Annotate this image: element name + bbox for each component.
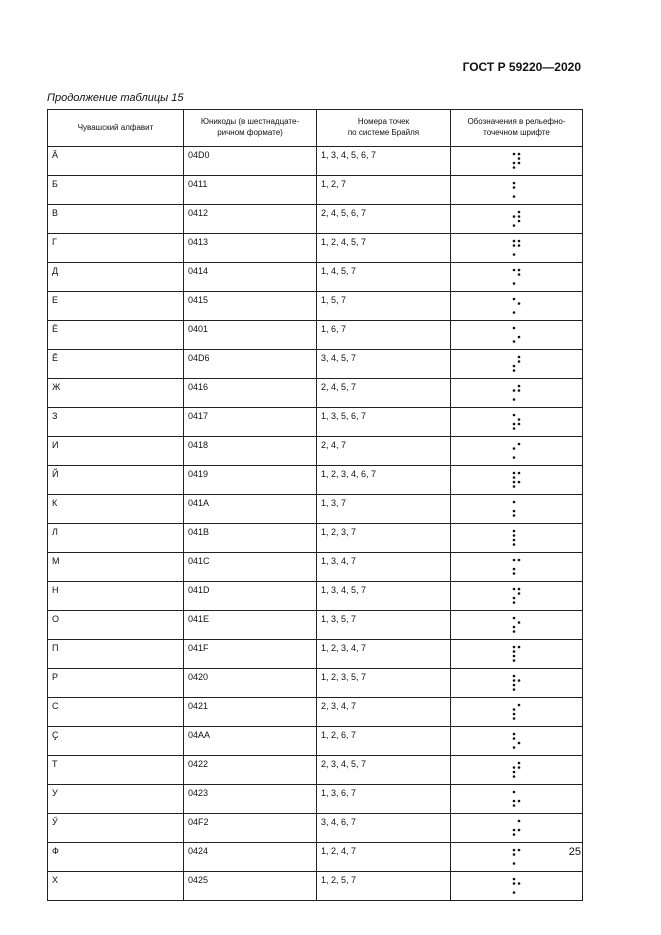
braille-dots-icon [512, 355, 522, 373]
unicode-cell: 04D6 [184, 350, 317, 379]
table-row [48, 524, 583, 553]
unicode-cell: 0424 [184, 843, 317, 872]
table-row [48, 756, 583, 785]
braille-dot-5 [517, 244, 520, 247]
braille-dot-2 [512, 679, 515, 682]
braille-dots-icon [512, 413, 522, 431]
braille-dot-5 [517, 418, 520, 421]
dot-numbers-cell: 1, 2, 4, 5, 7 [317, 234, 451, 263]
braille-dot-7 [512, 456, 515, 459]
braille-dot-4 [517, 704, 520, 707]
table-row [48, 872, 583, 901]
braille-dots-icon [512, 471, 522, 489]
braille-cell [451, 147, 583, 176]
braille-cell [451, 495, 583, 524]
braille-dot-3 [512, 597, 515, 600]
braille-dot-5 [517, 215, 520, 218]
braille-dot-7 [512, 311, 515, 314]
letter-cell: К [48, 495, 184, 524]
braille-dot-4 [517, 269, 520, 272]
braille-dot-7 [512, 224, 515, 227]
braille-dot-1 [512, 182, 515, 185]
braille-dot-1 [512, 849, 515, 852]
braille-dot-2 [512, 534, 515, 537]
braille-cell [451, 234, 583, 263]
dot-numbers-cell: 1, 4, 5, 7 [317, 263, 451, 292]
unicode-cell: 041F [184, 640, 317, 669]
braille-dots-icon [512, 819, 522, 837]
braille-dot-4 [517, 153, 520, 156]
braille-dots-icon [512, 587, 522, 605]
braille-dot-1 [512, 791, 515, 794]
table-row [48, 205, 583, 234]
braille-dot-7 [512, 398, 515, 401]
braille-dot-5 [517, 882, 520, 885]
braille-dots-icon [512, 152, 522, 170]
braille-dot-2 [512, 737, 515, 740]
letter-cell: Ҫ [48, 727, 184, 756]
unicode-cell: 0401 [184, 321, 317, 350]
braille-dot-3 [512, 539, 515, 542]
braille-dot-4 [517, 849, 520, 852]
letter-cell: Б [48, 176, 184, 205]
braille-dot-1 [512, 559, 515, 562]
braille-cell [451, 727, 583, 756]
unicode-cell: 0418 [184, 437, 317, 466]
braille-cell [451, 292, 583, 321]
braille-dot-6 [517, 220, 520, 223]
letter-cell: Ё [48, 321, 184, 350]
braille-cell [451, 582, 583, 611]
braille-dot-7 [512, 601, 515, 604]
letter-cell: Л [48, 524, 184, 553]
braille-dot-2 [512, 244, 515, 247]
table-row [48, 814, 583, 843]
braille-dot-7 [512, 195, 515, 198]
table-row [48, 466, 583, 495]
braille-dots-icon [512, 297, 522, 315]
letter-cell: Ф [48, 843, 184, 872]
braille-dot-5 [517, 157, 520, 160]
braille-cell [451, 176, 583, 205]
braille-dot-7 [512, 891, 515, 894]
braille-dot-1 [512, 878, 515, 881]
braille-dot-1 [512, 240, 515, 243]
braille-dot-7 [512, 572, 515, 575]
braille-cell [451, 814, 583, 843]
braille-dot-2 [512, 186, 515, 189]
braille-cell [451, 698, 583, 727]
unicode-cell: 0413 [184, 234, 317, 263]
table-row [48, 698, 583, 727]
dot-numbers-cell: 2, 4, 5, 7 [317, 379, 451, 408]
table-row [48, 553, 583, 582]
braille-dot-3 [512, 365, 515, 368]
dot-numbers-cell: 1, 2, 5, 7 [317, 872, 451, 901]
table-row [48, 379, 583, 408]
braille-dot-1 [512, 588, 515, 591]
unicode-cell: 0414 [184, 263, 317, 292]
braille-dot-1 [512, 472, 515, 475]
table-row [48, 350, 583, 379]
table-caption: Продолжение таблицы 15 [47, 92, 184, 104]
braille-dot-4 [517, 356, 520, 359]
braille-dot-7 [512, 427, 515, 430]
braille-cell [451, 350, 583, 379]
letter-cell: П [48, 640, 184, 669]
braille-dot-6 [517, 336, 520, 339]
braille-dot-1 [512, 327, 515, 330]
dot-numbers-cell: 1, 3, 6, 7 [317, 785, 451, 814]
braille-dot-1 [512, 617, 515, 620]
braille-cell [451, 321, 583, 350]
braille-dot-5 [517, 592, 520, 595]
braille-dots-icon [512, 384, 522, 402]
braille-cell [451, 437, 583, 466]
braille-dot-3 [512, 568, 515, 571]
table-row [48, 234, 583, 263]
table-row [48, 843, 583, 872]
braille-dot-7 [512, 282, 515, 285]
braille-dot-3 [512, 481, 515, 484]
braille-dot-1 [512, 414, 515, 417]
braille-dot-5 [517, 679, 520, 682]
unicode-cell: 041C [184, 553, 317, 582]
braille-dot-6 [517, 829, 520, 832]
braille-cell [451, 524, 583, 553]
braille-alphabet-table [47, 109, 583, 901]
unicode-cell: 0423 [184, 785, 317, 814]
table-row [48, 495, 583, 524]
braille-dots-icon [512, 558, 522, 576]
letter-cell: И [48, 437, 184, 466]
braille-dot-2 [512, 853, 515, 856]
braille-dot-3 [512, 162, 515, 165]
braille-cell [451, 379, 583, 408]
braille-cell [451, 408, 583, 437]
letter-cell: Ӗ [48, 350, 184, 379]
braille-cell [451, 263, 583, 292]
braille-dot-7 [512, 746, 515, 749]
braille-dot-6 [517, 481, 520, 484]
braille-dots-icon [512, 181, 522, 199]
dot-numbers-cell: 1, 3, 4, 5, 7 [317, 582, 451, 611]
braille-dot-7 [512, 688, 515, 691]
braille-dots-icon [512, 674, 522, 692]
unicode-cell: 04F2 [184, 814, 317, 843]
letter-cell: Д [48, 263, 184, 292]
unicode-cell: 0422 [184, 756, 317, 785]
letter-cell: Ӳ [48, 814, 184, 843]
braille-cell [451, 611, 583, 640]
letter-cell: В [48, 205, 184, 234]
braille-dot-7 [512, 833, 515, 836]
braille-dot-1 [512, 675, 515, 678]
dot-numbers-cell: 2, 4, 7 [317, 437, 451, 466]
unicode-cell: 041A [184, 495, 317, 524]
unicode-cell: 0421 [184, 698, 317, 727]
braille-dot-1 [512, 530, 515, 533]
unicode-cell: 0420 [184, 669, 317, 698]
braille-cell [451, 466, 583, 495]
letter-cell: Й [48, 466, 184, 495]
braille-dot-7 [512, 717, 515, 720]
braille-cell [451, 872, 583, 901]
braille-dot-2 [512, 708, 515, 711]
braille-dot-7 [512, 543, 515, 546]
dot-numbers-cell: 1, 2, 3, 4, 7 [317, 640, 451, 669]
dot-numbers-cell: 1, 2, 7 [317, 176, 451, 205]
braille-dot-2 [512, 882, 515, 885]
braille-dot-3 [512, 510, 515, 513]
dot-numbers-cell: 1, 2, 3, 5, 7 [317, 669, 451, 698]
letter-cell: У [48, 785, 184, 814]
unicode-cell: 041B [184, 524, 317, 553]
header-alphabet: Чувашский алфавит [48, 110, 184, 147]
dot-numbers-cell: 2, 3, 4, 5, 7 [317, 756, 451, 785]
page-number: 25 [568, 846, 581, 858]
letter-cell: Р [48, 669, 184, 698]
unicode-cell: 041E [184, 611, 317, 640]
dot-numbers-cell: 1, 2, 6, 7 [317, 727, 451, 756]
letter-cell: Ж [48, 379, 184, 408]
unicode-cell: 0416 [184, 379, 317, 408]
braille-dot-4 [517, 762, 520, 765]
braille-dot-3 [512, 771, 515, 774]
table-row [48, 292, 583, 321]
dot-numbers-cell: 1, 3, 7 [317, 495, 451, 524]
braille-dot-2 [512, 766, 515, 769]
braille-dot-4 [517, 385, 520, 388]
braille-dot-7 [512, 514, 515, 517]
letter-cell: Е [48, 292, 184, 321]
braille-dots-icon [512, 500, 522, 518]
braille-cell [451, 756, 583, 785]
dot-numbers-cell: 1, 3, 4, 5, 6, 7 [317, 147, 451, 176]
braille-dot-4 [517, 588, 520, 591]
dot-numbers-cell: 1, 3, 5, 6, 7 [317, 408, 451, 437]
letter-cell: З [48, 408, 184, 437]
table-row [48, 263, 583, 292]
letter-cell: Х [48, 872, 184, 901]
braille-dot-4 [517, 211, 520, 214]
braille-dot-6 [517, 742, 520, 745]
braille-dot-2 [512, 447, 515, 450]
header-dot-numbers: Номера точек по системе Брайля [317, 110, 451, 147]
dot-numbers-cell: 3, 4, 5, 7 [317, 350, 451, 379]
header-unicode: Юникоды (в шестнадцате- ричном формате) [184, 110, 317, 147]
braille-dots-icon [512, 848, 522, 866]
dot-numbers-cell: 1, 2, 3, 7 [317, 524, 451, 553]
braille-dot-2 [512, 389, 515, 392]
braille-dot-7 [512, 166, 515, 169]
document-code: ГОСТ Р 59220—2020 [462, 60, 581, 74]
braille-dot-1 [512, 269, 515, 272]
letter-cell: С [48, 698, 184, 727]
dot-numbers-cell: 1, 2, 4, 7 [317, 843, 451, 872]
braille-dots-icon [512, 616, 522, 634]
braille-dot-5 [517, 389, 520, 392]
braille-dot-7 [512, 804, 515, 807]
braille-cell [451, 785, 583, 814]
braille-dot-1 [512, 733, 515, 736]
unicode-cell: 0425 [184, 872, 317, 901]
table-row [48, 176, 583, 205]
table-row [48, 785, 583, 814]
dot-numbers-cell: 1, 3, 4, 7 [317, 553, 451, 582]
braille-dot-5 [517, 621, 520, 624]
table-row [48, 727, 583, 756]
braille-dot-3 [512, 423, 515, 426]
table-row [48, 611, 583, 640]
braille-dots-icon [512, 732, 522, 750]
braille-dot-1 [512, 153, 515, 156]
dot-numbers-cell: 1, 6, 7 [317, 321, 451, 350]
braille-dot-2 [512, 650, 515, 653]
braille-dots-icon [512, 326, 522, 344]
letter-cell: Т [48, 756, 184, 785]
letter-cell: Ӑ [48, 147, 184, 176]
table-row [48, 147, 583, 176]
braille-dot-4 [517, 559, 520, 562]
braille-dot-5 [517, 302, 520, 305]
braille-dot-7 [512, 485, 515, 488]
unicode-cell: 0419 [184, 466, 317, 495]
braille-dot-3 [512, 829, 515, 832]
braille-dot-6 [517, 423, 520, 426]
unicode-cell: 0412 [184, 205, 317, 234]
unicode-cell: 04AA [184, 727, 317, 756]
braille-dot-3 [512, 626, 515, 629]
braille-dot-4 [517, 646, 520, 649]
braille-dot-7 [512, 659, 515, 662]
table-row [48, 582, 583, 611]
braille-dot-1 [512, 501, 515, 504]
unicode-cell: 04D0 [184, 147, 317, 176]
unicode-cell: 0415 [184, 292, 317, 321]
braille-dot-1 [512, 646, 515, 649]
braille-dot-7 [512, 369, 515, 372]
dot-numbers-cell: 1, 2, 3, 4, 6, 7 [317, 466, 451, 495]
braille-dot-7 [512, 630, 515, 633]
braille-dot-4 [517, 443, 520, 446]
braille-dot-3 [512, 655, 515, 658]
table-row [48, 408, 583, 437]
braille-dot-3 [512, 684, 515, 687]
braille-dot-5 [517, 360, 520, 363]
unicode-cell: 0417 [184, 408, 317, 437]
braille-cell [451, 553, 583, 582]
braille-dot-3 [512, 713, 515, 716]
unicode-cell: 041D [184, 582, 317, 611]
braille-cell [451, 669, 583, 698]
braille-dots-icon [512, 268, 522, 286]
braille-dots-icon [512, 645, 522, 663]
braille-dot-1 [512, 298, 515, 301]
braille-dot-4 [517, 472, 520, 475]
braille-dot-7 [512, 253, 515, 256]
table-row [48, 321, 583, 350]
braille-dot-2 [512, 476, 515, 479]
braille-dot-5 [517, 273, 520, 276]
braille-cell [451, 640, 583, 669]
braille-dot-7 [512, 775, 515, 778]
braille-dots-icon [512, 790, 522, 808]
braille-dots-icon [512, 703, 522, 721]
unicode-cell: 0411 [184, 176, 317, 205]
braille-dot-5 [517, 766, 520, 769]
table-row [48, 640, 583, 669]
dot-numbers-cell: 2, 3, 4, 7 [317, 698, 451, 727]
letter-cell: Г [48, 234, 184, 263]
braille-cell [451, 205, 583, 234]
braille-dots-icon [512, 210, 522, 228]
letter-cell: О [48, 611, 184, 640]
letter-cell: Н [48, 582, 184, 611]
letter-cell: М [48, 553, 184, 582]
braille-dot-6 [517, 162, 520, 165]
braille-dots-icon [512, 529, 522, 547]
table-row [48, 669, 583, 698]
dot-numbers-cell: 2, 4, 5, 6, 7 [317, 205, 451, 234]
braille-dot-7 [512, 340, 515, 343]
dot-numbers-cell: 1, 3, 5, 7 [317, 611, 451, 640]
header-braille-symbol: Обозначения в рельефно- точечном шрифте [451, 110, 583, 147]
braille-dot-6 [517, 800, 520, 803]
braille-dot-7 [512, 862, 515, 865]
braille-dots-icon [512, 877, 522, 895]
braille-dots-icon [512, 761, 522, 779]
braille-dot-2 [512, 215, 515, 218]
braille-dot-3 [512, 800, 515, 803]
dot-numbers-cell: 3, 4, 6, 7 [317, 814, 451, 843]
braille-dots-icon [512, 239, 522, 257]
table-header-row [48, 110, 583, 147]
braille-cell [451, 843, 583, 872]
braille-dots-icon [512, 442, 522, 460]
table-row [48, 437, 583, 466]
dot-numbers-cell: 1, 5, 7 [317, 292, 451, 321]
braille-dot-4 [517, 820, 520, 823]
braille-dot-4 [517, 240, 520, 243]
